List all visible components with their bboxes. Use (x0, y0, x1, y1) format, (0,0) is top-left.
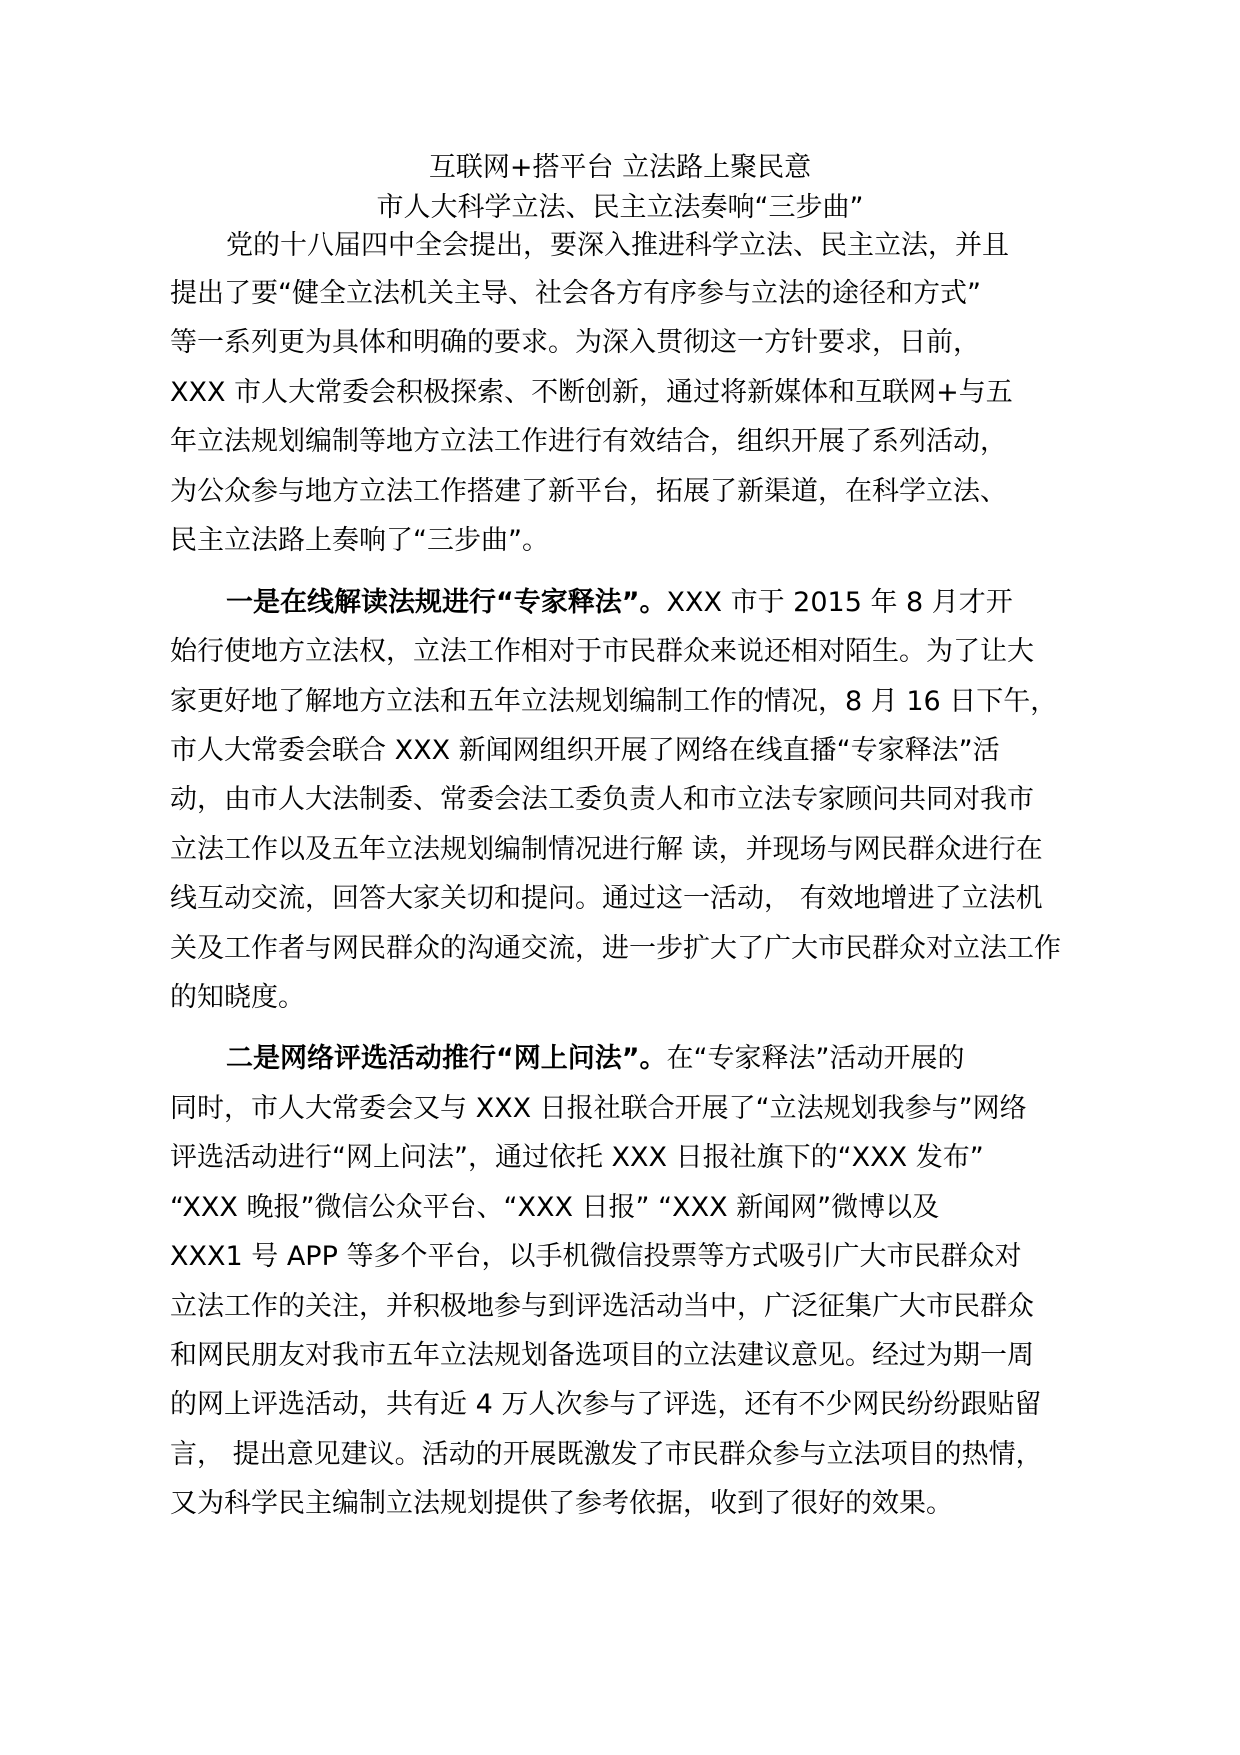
paragraph-two-first-line (226, 1041, 964, 1077)
paragraph-two-line: 评选活动进行“网上问法”，通过依托 XXX 日报社旗下的“XXX 发布” (170, 1142, 984, 1173)
intro-line: 民主立法路上奏响了“三步曲”。 (170, 525, 549, 556)
paragraph-one-line: 的知晓度。 (170, 982, 305, 1013)
intro-line: 党的十八届四中全会提出，要深入推进科学立法、民主立法，并且 (226, 230, 1009, 261)
paragraph-two-line: 的网上评选活动，共有近 4 万人次参与了评选，还有不少网民纷纷跟贴留 (170, 1389, 1042, 1420)
paragraph-one-heading: 一是在线解读法规进行“专家释法”。 (226, 587, 667, 618)
intro-line: XXX 市人大常委会积极探索、不断创新，通过将新媒体和互联网+与五 (170, 377, 1013, 408)
paragraph-two-line: 言， 提出意见建议。活动的开展既激发了市民群众参与立法项目的热情， (170, 1439, 1043, 1470)
paragraph-two-heading: 二是网络评选活动推行“网上问法”。 (226, 1043, 667, 1074)
document-subtitle: 市人大科学立法、民主立法奏响“三步曲” (376, 192, 864, 223)
intro-line: 等一系列更为具体和明确的要求。为深入贯彻这一方针要求，日前， (170, 327, 980, 358)
paragraph-one-line: 关及工作者与网民群众的沟通交流，进一步扩大了广大市民群众对立法工作 (170, 933, 1061, 964)
paragraph-two-line: XXX1 号 APP 等多个平台，以手机微信投票等方式吸引广大市民群众对 (170, 1241, 1022, 1272)
intro-line: 为公众参与地方立法工作搭建了新平台，拓展了新渠道，在科学立法、 (170, 476, 1007, 507)
paragraph-two-line: 同时，市人大常委会又与 XXX 日报社联合开展了“立法规划我参与”网络 (170, 1093, 1027, 1124)
paragraph-one-text: XXX 市于 2015 年 8 月才开 (666, 587, 1013, 618)
paragraph-one-line: 动，由市人大法制委、常委会法工委负责人和市立法专家顾问共同对我市 (170, 784, 1034, 815)
intro-line: 提出了要“健全立法机关主导、社会各方有序参与立法的途径和方式” (170, 278, 981, 309)
paragraph-two-line: 立法工作的关注，并积极地参与到评选活动当中，广泛征集广大市民群众 (170, 1291, 1034, 1322)
paragraph-one-first-line (226, 585, 1013, 621)
paragraph-one-line: 家更好地了解地方立法和五年立法规划编制工作的情况，8 月 16 日下午， (170, 686, 1058, 717)
intro-line: 年立法规划编制等地方立法工作进行有效结合，组织开展了系列活动， (170, 426, 1007, 457)
paragraph-one-line: 立法工作以及五年立法规划编制情况进行解 读，并现场与网民群众进行在 (170, 834, 1043, 865)
paragraph-two-line: “XXX 晚报”微信公众平台、“XXX 日报” “XXX 新闻网”微博以及 (170, 1192, 940, 1223)
document-title: 互联网+搭平台 立法路上聚民意 (428, 152, 812, 183)
paragraph-two-line: 和网民朋友对我市五年立法规划备选项目的立法建议意见。经过为期一周 (170, 1340, 1034, 1371)
paragraph-one-line: 市人大常委会联合 XXX 新闻网组织开展了网络在线直播“专家释法”活 (170, 735, 1000, 766)
paragraph-two-text: 在“专家释法”活动开展的 (666, 1043, 965, 1074)
paragraph-one-line: 始行使地方立法权，立法工作相对于市民群众来说还相对陌生。为了让大 (170, 636, 1034, 667)
paragraph-two-line: 又为科学民主编制立法规划提供了参考依据，收到了很好的效果。 (170, 1488, 953, 1519)
paragraph-one-line: 线互动交流，回答大家关切和提问。通过这一活动， 有效地增进了立法机 (170, 883, 1043, 914)
